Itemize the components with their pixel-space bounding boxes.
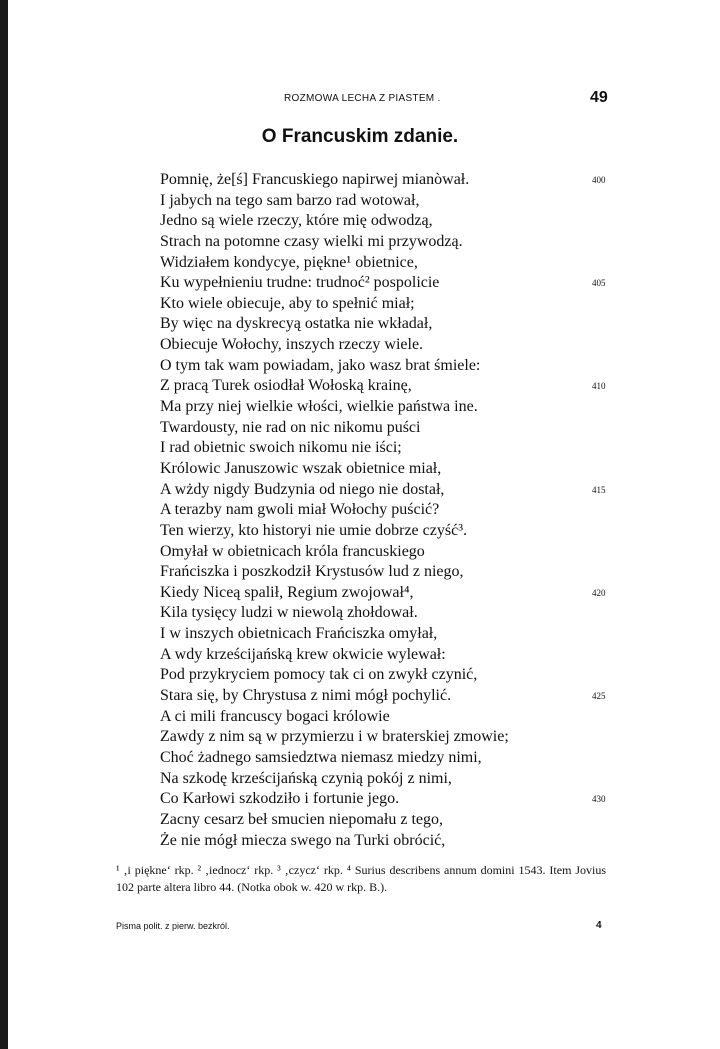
poem-line: [160, 603, 615, 624]
footnotes: [116, 862, 606, 896]
poem-line: [160, 831, 615, 852]
page-number: 49: [590, 89, 608, 106]
running-head: ROZMOWA LECHA Z PIASTEM .: [284, 93, 441, 104]
poem-line: [160, 562, 615, 583]
poem-line-text: Co Karłowi szkodziło i fortunie jego.: [160, 790, 400, 808]
poem-line-text: Że nie mógł miecza swego na Turki obrócić,: [160, 831, 446, 849]
footnote-text: ¹ ‚i piękne‘ rkp. ² ‚iednocz‘ rkp. ³ ‚czycz‘ rkp. ⁴ Surius describens annum domini 1543. Item Jovius 102 parte altera libro 44. (Notka obok w. 420 w rkp. B.).: [116, 863, 606, 894]
poem-line-text: Ma przy niej wielkie włości, wielkie państwa ine.: [160, 398, 478, 416]
poem-line-text: Z pracą Turek osiodłał Wołoską krainę,: [160, 377, 412, 395]
poem-line: [160, 521, 615, 542]
poem-line: [160, 253, 615, 274]
poem-line: [160, 686, 615, 707]
poem-line: [160, 480, 615, 501]
poem-line-text: Kto wiele obiecuje, aby to spełnić miał;: [160, 294, 415, 312]
poem-line-text: Frańciszka i poszkodził Krystusów lud z niego,: [160, 563, 464, 581]
poem-line-text: Jedno są wiele rzeczy, które mię odwodzą,: [160, 212, 433, 230]
line-number: 425: [592, 691, 606, 702]
poem-line-text: A ci mili francuscy bogaci królowie: [160, 707, 390, 725]
poem-line: [160, 191, 615, 212]
poem-line: [160, 397, 615, 418]
poem-line-text: A wżdy nigdy Budzynia od niego nie dostał,: [160, 480, 445, 498]
poem-line: [160, 727, 615, 748]
poem-line-text: By więc na dyskrecyą ostatka nie wkładał,: [160, 315, 433, 333]
poem-line: [160, 211, 615, 232]
poem-line: [160, 707, 615, 728]
poem-line: [160, 624, 615, 645]
poem-line: [160, 232, 615, 253]
poem-line-text: Stara się, by Chrystusa z nimi mógł pochylić.: [160, 687, 452, 705]
source-note: Pisma polit. z pierw. bezkról.: [116, 921, 230, 931]
poem-line: [160, 314, 615, 335]
poem-line-text: O tym tak wam powiadam, jako wasz brat śmiele:: [160, 356, 481, 374]
poem-line-text: Obiecuje Wołochy, inszych rzeczy wiele.: [160, 336, 424, 354]
poem-line: [160, 583, 615, 604]
poem-line-text: Ku wypełnieniu trudne: trudnoć² pospolicie: [160, 274, 440, 292]
poem-line-text: Zacny cesarz beł smucien niepomału z tego,: [160, 810, 443, 828]
poem-line-text: I w inszych obietnicach Frańciszka omyłał,: [160, 625, 438, 643]
line-number: 405: [592, 278, 606, 289]
poem-line: [160, 170, 615, 191]
poem-line: [160, 500, 615, 521]
poem-line-text: Pod przykryciem pomocy tak ci on zwykł czynić,: [160, 666, 478, 684]
line-number: 420: [592, 587, 606, 598]
poem-line-text: Pomnię, że[ś] Francuskiego napirwej mianòwał.: [160, 171, 470, 188]
sheet-signature: 4: [596, 920, 602, 931]
poem-line: [160, 356, 615, 377]
poem-line: [160, 294, 615, 315]
poem-line-text: Choć żadnego samsiedztwa niemasz miedzy nimi,: [160, 748, 482, 766]
book-spine-edge: [0, 0, 8, 1049]
poem-line-text: Omyłał w obietnicach króla francuskiego: [160, 542, 425, 560]
poem-line-text: Kiedy Niceą spalił, Regium zwojował⁴,: [160, 583, 414, 601]
line-number: 400: [592, 175, 606, 185]
poem-line: [160, 459, 615, 480]
poem-line-text: Kila tysięcy ludzi w niewolą zhołdował.: [160, 604, 418, 622]
poem-line-text: Strach na potomne czasy wielki mi przywodzą.: [160, 232, 463, 250]
poem-line: [160, 335, 615, 356]
poem-line: [160, 665, 615, 686]
poem-line-text: I jabych na tego sam barzo rad wotował,: [160, 191, 420, 209]
line-number: 410: [592, 381, 606, 392]
poem-title: O Francuskim zdanie.: [261, 126, 459, 147]
poem-line: [160, 769, 615, 790]
poem-line-text: A terazby nam gwoli miał Wołochy puścić?: [160, 501, 440, 519]
poem-line-text: Na szkodę krześcijańską czynią pokój z nimi,: [160, 769, 452, 787]
poem-line-text: Twardousty, nie rad on nic nikomu puści: [160, 418, 421, 436]
poem-line: [160, 789, 615, 810]
poem-line-text: Ten wierzy, kto historyi nie umie dobrze czyść³.: [160, 521, 467, 539]
poem-line: [160, 645, 615, 666]
poem-line-text: Królowic Januszowic wszak obietnice miał,: [160, 459, 442, 477]
poem-line: [160, 542, 615, 563]
poem-line: [160, 438, 615, 459]
poem-line: [160, 273, 615, 294]
poem-body: [160, 170, 615, 851]
poem-line-text: I rad obietnic swoich nikomu nie iści;: [160, 439, 402, 457]
line-number: 430: [592, 794, 606, 805]
poem-line-text: Widziałem kondycye, piękne¹ obietnice,: [160, 253, 418, 271]
line-number: 415: [592, 484, 606, 495]
poem-line-text: A wdy krześcijańską krew okwicie wylewał:: [160, 645, 446, 663]
poem-line-text: Zawdy z nim są w przymierzu i w braterskiej zmowie;: [160, 728, 509, 746]
poem-line: [160, 810, 615, 831]
poem-line: [160, 418, 615, 439]
poem-line: [160, 748, 615, 769]
poem-line: [160, 376, 615, 397]
